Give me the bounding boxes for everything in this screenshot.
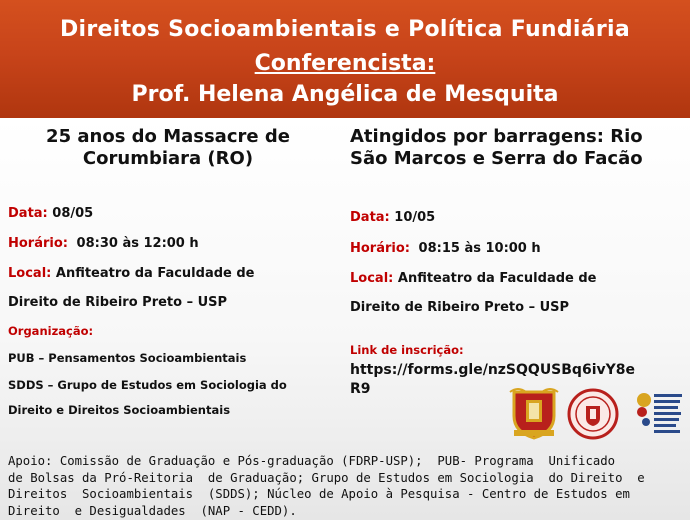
right-place-row2 — [350, 300, 569, 315]
right-date-value: 10/05 — [394, 210, 436, 225]
left-date-label: Data: — [8, 206, 48, 221]
right-event-title — [350, 126, 686, 170]
footer-line1: Apoio: Comissão de Graduação e Pós-graduação (FDRP-USP); PUB- Programa Unificado — [8, 454, 616, 468]
left-title-line1: 25 anos do Massacre de — [46, 126, 290, 147]
usp-seal-icon — [566, 388, 620, 440]
left-org-line2: SDDS – Grupo de Estudos em Sociologia do — [8, 378, 287, 392]
right-date-label: Data: — [350, 210, 390, 225]
right-place-label: Local: — [350, 271, 394, 286]
right-place-value2: Direito de Ribeiro Preto – USP — [350, 300, 570, 315]
left-place-value2: Direito de Ribeiro Preto – USP — [8, 295, 228, 310]
footer-line4: Direito e Desigualdades (NAP - CEDD). — [8, 503, 297, 518]
left-org-label: Organização: — [8, 324, 94, 338]
left-date-value: 08/05 — [52, 206, 94, 221]
right-place-row — [350, 271, 597, 286]
footer-line2: de Bolsas da Pró-Reitoria de Graduação; Grupo de Estudos em Sociologia do Direito e — [8, 470, 645, 485]
right-title-line2: São Marcos e Serra do Facão — [350, 148, 643, 169]
left-place-label: Local: — [8, 266, 52, 281]
left-title-line2: Corumbiara (RO) — [82, 148, 254, 169]
speaker-name: Prof. Helena Angélica de Mesquita — [131, 82, 559, 107]
left-org-line1: PUB – Pensamentos Socioambientais — [8, 351, 247, 365]
right-place-value1: Anfiteatro da Faculdade de — [397, 271, 597, 286]
right-time-row — [350, 241, 541, 256]
right-event — [350, 126, 686, 170]
right-time-value: 08:15 às 10:00 h — [418, 241, 541, 256]
left-time-value: 08:30 às 12:00 h — [76, 236, 199, 251]
left-event-title — [8, 126, 328, 170]
footer-line3: Direitos Socioambientais (SDDS); Núcleo de Apoio à Pesquisa - Centro de Estudos em — [8, 487, 630, 501]
left-place-row — [8, 266, 255, 281]
right-time-label: Horário: — [350, 241, 410, 256]
header-banner — [0, 0, 690, 118]
left-org-label-row — [8, 324, 93, 338]
institution-logos — [508, 386, 684, 442]
event-title: Direitos Socioambientais e Política Fundiária — [59, 17, 631, 42]
left-place-row2 — [8, 295, 227, 310]
pub-program-logo-icon — [632, 386, 684, 442]
fdrp-crest-icon — [508, 386, 560, 440]
right-link-label-row — [350, 343, 464, 357]
support-footer — [8, 453, 684, 519]
registration-link[interactable]: https://forms.gle/nzSQQUSBq6ivY8e — [350, 362, 635, 378]
left-time-label: Horário: — [8, 236, 68, 251]
left-date-row — [8, 206, 93, 221]
registration-link-cont[interactable]: R9 — [350, 381, 371, 397]
left-place-value1: Anfiteatro da Faculdade de — [55, 266, 255, 281]
left-event — [8, 126, 338, 170]
speaker-label: Conferencista: — [254, 51, 436, 76]
right-date-row — [350, 210, 435, 225]
right-link-label: Link de inscrição: — [350, 343, 464, 357]
right-title-line1: Atingidos por barragens: Rio — [350, 126, 643, 147]
left-org-line3: Direito e Direitos Socioambientais — [8, 403, 231, 417]
left-time-row — [8, 236, 199, 251]
